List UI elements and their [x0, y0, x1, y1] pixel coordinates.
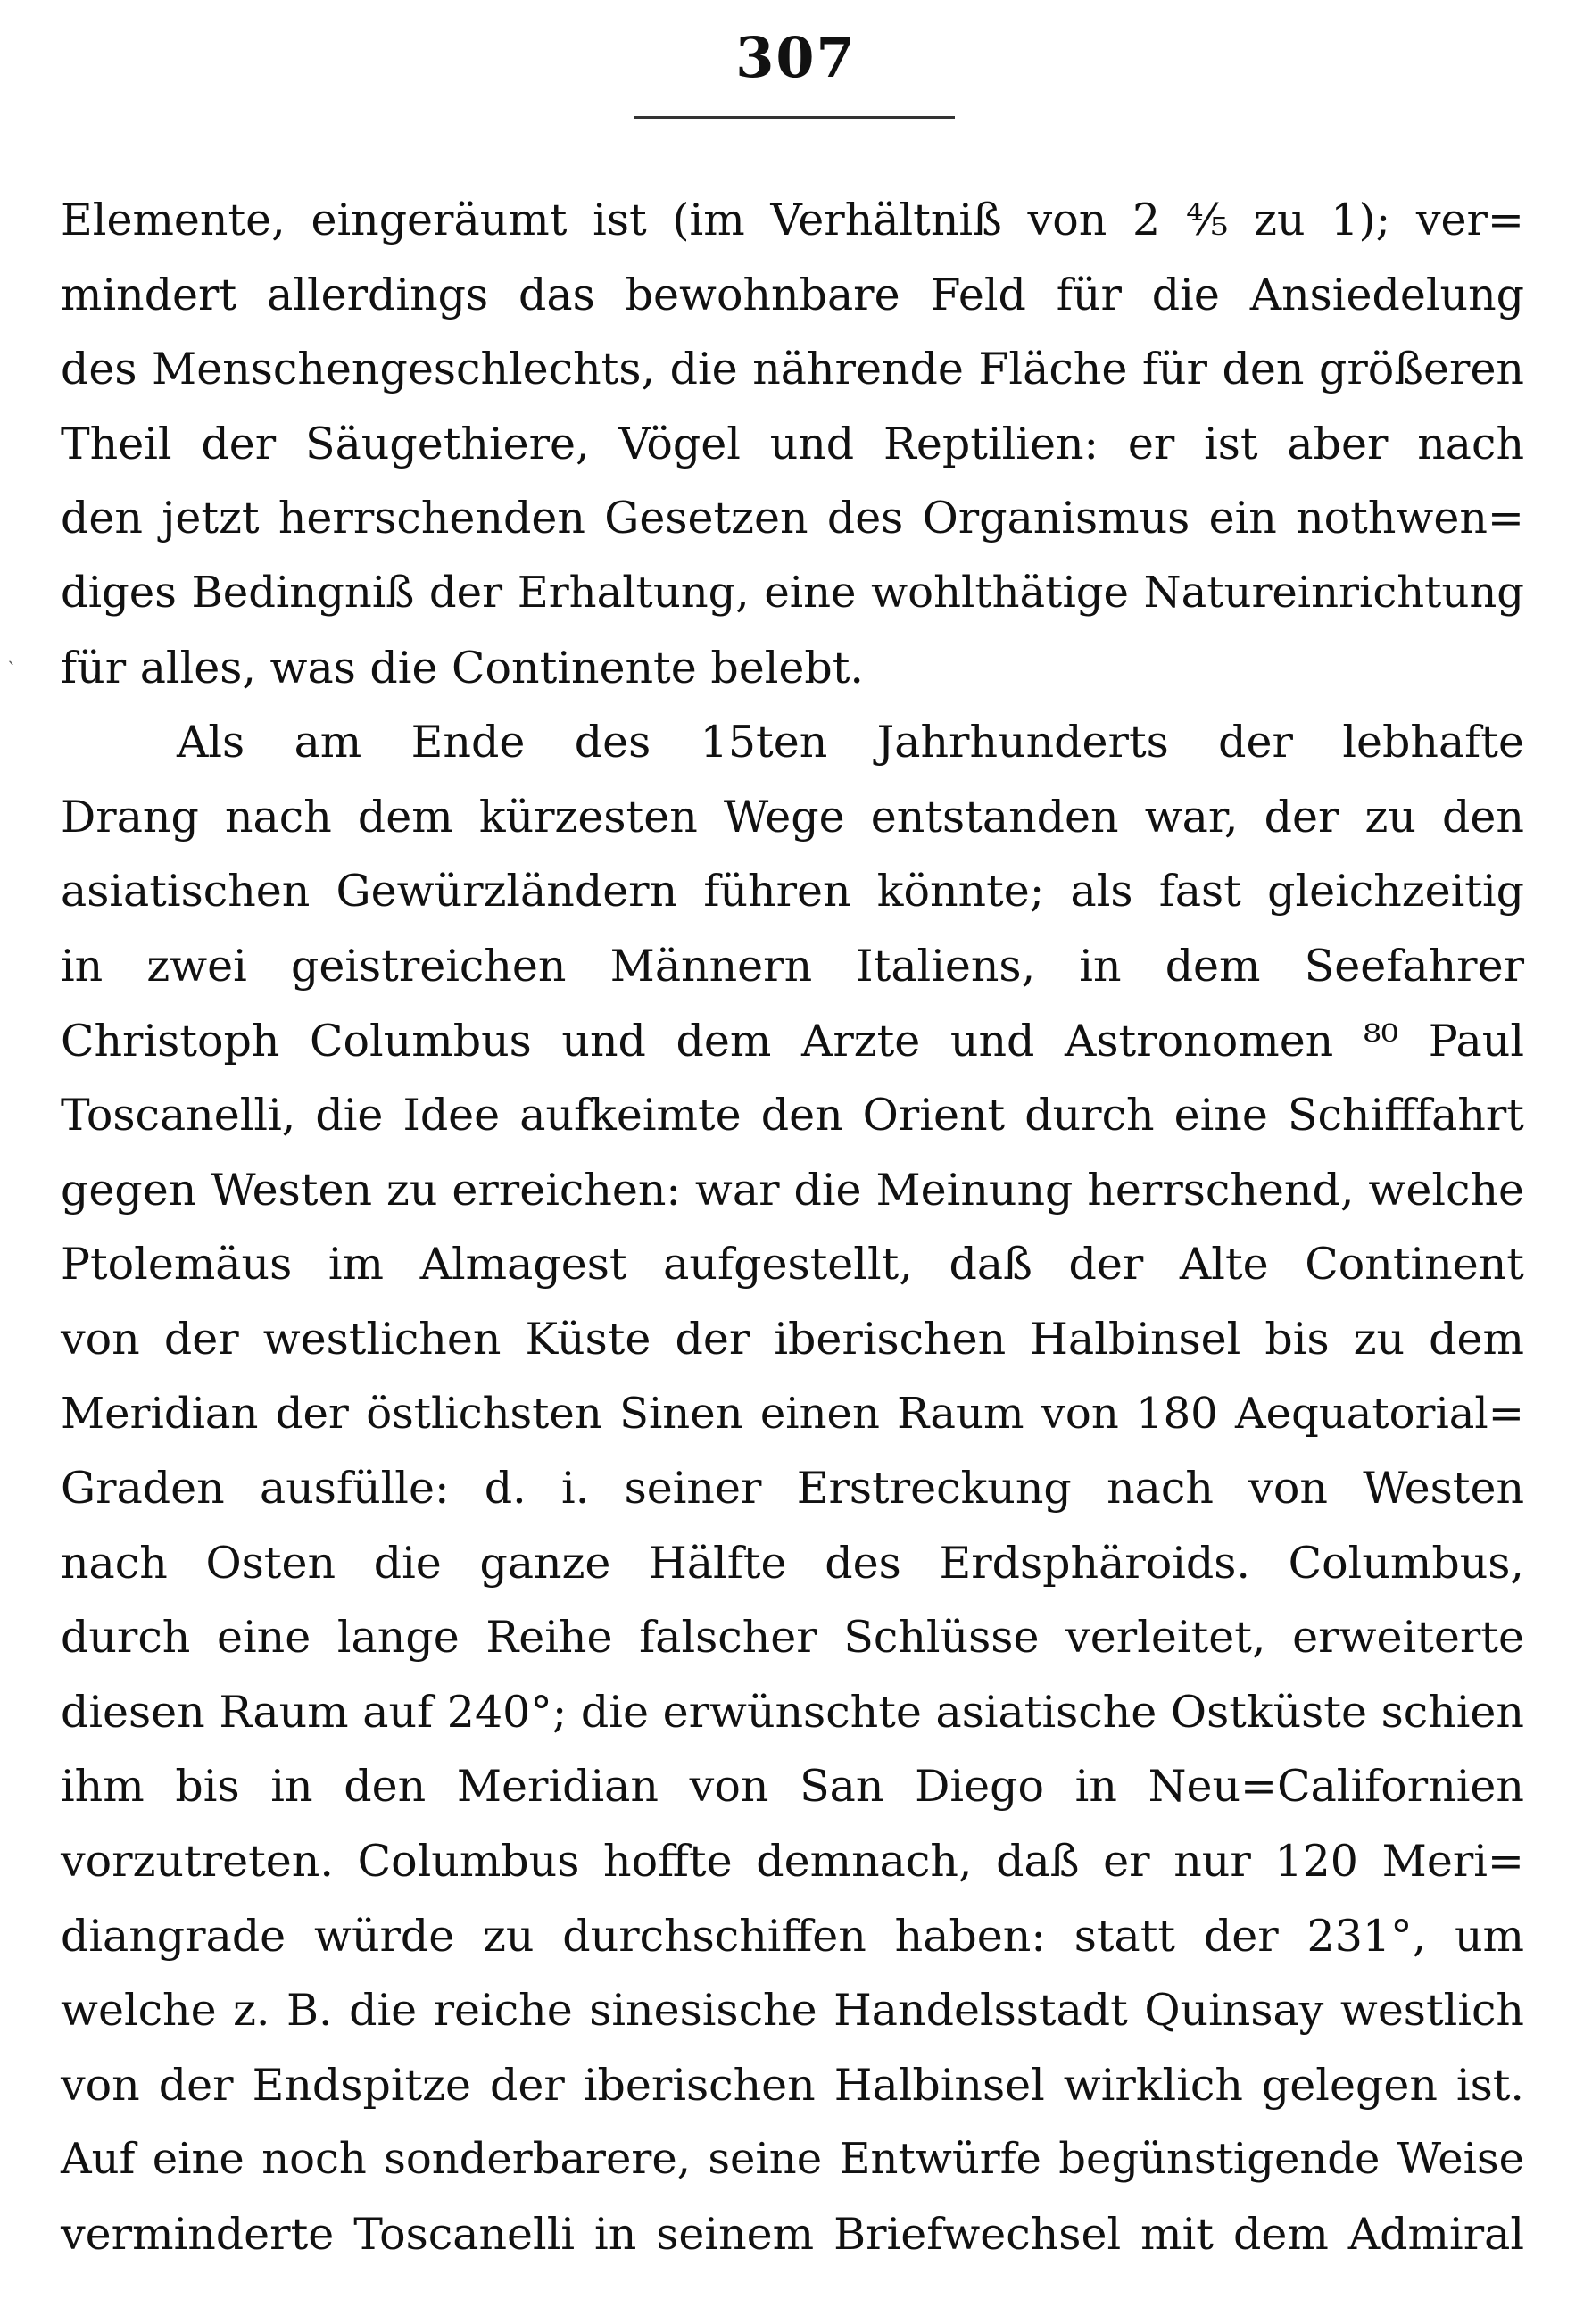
text-line: von der westlichen Küste der iberischen Halbinsel bis zu dem: [61, 1313, 1524, 1365]
text-line: von der Endspitze der iberischen Halbinsel wirklich gelegen ist.: [61, 2059, 1524, 2111]
text-line: diesen Raum auf 240°; die erwünschte asiatische Ostküste schien: [61, 1686, 1524, 1738]
text-line: vorzutreten. Columbus hoffte demnach, daß er nur 120 Meri=: [61, 1836, 1524, 1888]
text-line: Ptolemäus im Almagest aufgestellt, daß der Alte Continent: [61, 1239, 1524, 1291]
text-line: den jetzt herrschenden Gesetzen des Organismus ein nothwen=: [61, 493, 1524, 544]
text-line: Auf eine noch sonderbarere, seine Entwürfe begünstigende Weise: [61, 2134, 1524, 2185]
page-number: 307: [735, 25, 857, 90]
text-line: diges Bedingniß der Erhaltung, eine wohlthätige Natureinrichtung: [61, 567, 1524, 618]
text-line: Graden ausfülle: d. i. seiner Erstreckung nach von Westen: [61, 1463, 1524, 1515]
text-line: in zwei geistreichen Männern Italiens, in dem Seefahrer: [61, 940, 1524, 992]
text-line: Theil der Säugethiere, Vögel und Reptilien: er ist aber nach: [61, 418, 1524, 469]
text-line: ihm bis in den Meridian von San Diego in Neu=Californien: [61, 1761, 1524, 1813]
text-line: Meridian der östlichsten Sinen einen Raum von 180 Aequatorial=: [61, 1388, 1524, 1439]
text-line: Als am Ende des 15ten Jahrhunderts der lebhafte: [177, 717, 1524, 768]
header-rule: [634, 116, 955, 119]
margin-mark: ˋ: [7, 660, 17, 683]
text-line: des Menschengeschlechts, die nährende Fläche für den größeren: [61, 344, 1524, 395]
text-line: Elemente, eingeräumt ist (im Verhältniß von 2 ⁴⁄₅ zu 1); ver=: [61, 195, 1524, 245]
text-line: welche z. B. die reiche sinesische Handelsstadt Quinsay westlich: [61, 1985, 1524, 2037]
text-line: mindert allerdings das bewohnbare Feld für die Ansiedelung: [61, 269, 1524, 320]
text-line: durch eine lange Reihe falscher Schlüsse verleitet, erweiterte: [61, 1612, 1524, 1664]
text-line: Christoph Columbus und dem Arzte und Astronomen ⁸⁰ Paul: [61, 1015, 1524, 1067]
text-line: verminderte Toscanelli in seinem Briefwechsel mit dem Admiral: [61, 2209, 1524, 2261]
text-line: diangrade würde zu durchschiffen haben: statt der 231°, um: [61, 1910, 1524, 1962]
text-line: asiatischen Gewürzländern führen könnte; als fast gleichzeitig: [61, 866, 1524, 917]
text-line: Toscanelli, die Idee aufkeimte den Orient durch eine Schifffahrt: [61, 1090, 1524, 1141]
text-line: für alles, was die Continente belebt.: [61, 642, 864, 693]
text-line: Drang nach dem kürzesten Wege entstanden war, der zu den: [61, 791, 1524, 842]
text-line: gegen Westen zu erreichen: war die Meinung herrschend, welche: [61, 1164, 1524, 1216]
body-text: [61, 183, 1524, 2272]
text-line: nach Osten die ganze Hälfte des Erdsphäroids. Columbus,: [61, 1537, 1524, 1589]
